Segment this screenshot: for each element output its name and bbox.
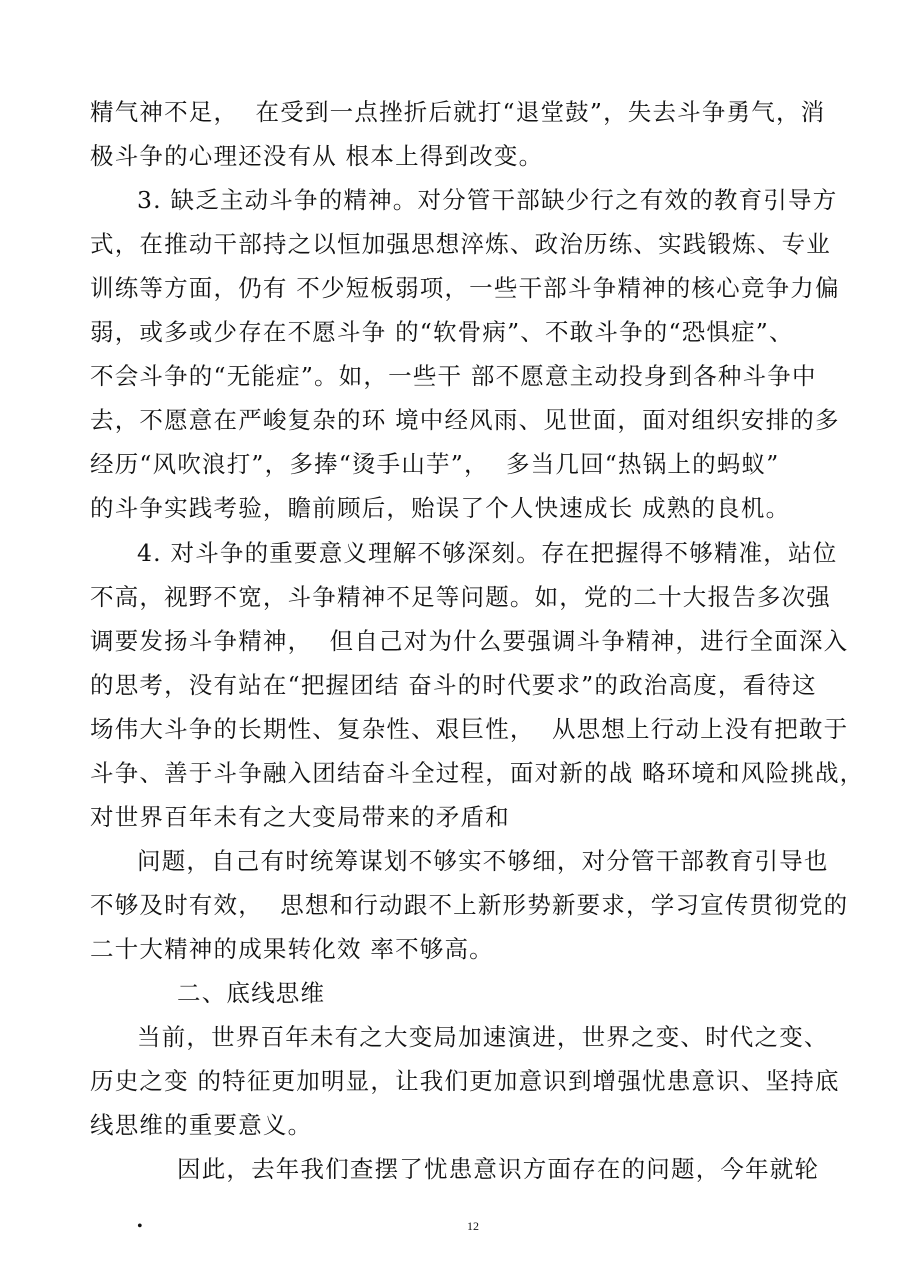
text-line: 历史之变 的特征更加明显，让我们更加意识到增强忧患意识、坚持底 xyxy=(90,1067,840,1095)
text-line: 斗争、善于斗争融入团结奋斗全过程，面对新的战 略环境和风险挑战， xyxy=(90,759,865,787)
text-line: 场伟大斗争的长期性、复杂性、艰巨性， 从思想上行动上没有把敢于 xyxy=(90,715,849,743)
text-line: 训练等方面，仍有 不少短板弱项，一些干部斗争精神的核心竞争力偏 xyxy=(90,274,840,302)
text-line: 3. 缺乏主动斗争的精神。对分管干部缺少行之有效的教育引导方 xyxy=(137,186,838,214)
text-line: 精气神不足， 在受到一点挫折后就打“退堂鼓”，失去斗争勇气，消 xyxy=(90,98,826,126)
bullet-icon: • xyxy=(137,1218,143,1235)
text-line: 式，在推动干部持之以恒加强思想淬炼、政治历练、实践锻炼、专业 xyxy=(90,230,831,258)
text-line: 不会斗争的“无能症”。如，一些干 部不愿意主动投身到各种斗争中 xyxy=(90,362,817,390)
text-line: 去，不愿意在严峻复杂的环 境中经风雨、见世面，面对组织安排的多 xyxy=(90,406,840,434)
text-line: 二十大精神的成果转化效 率不够高。 xyxy=(90,935,494,963)
text-line: 因此，去年我们查摆了忧患意识方面存在的问题，今年就轮 xyxy=(177,1155,820,1183)
text-line: 极斗争的心理还没有从 根本上得到改变。 xyxy=(90,142,544,170)
page-number: 12 xyxy=(467,1219,479,1233)
text-line: 问题，自己有时统筹谋划不够实不够细，对分管干部教育引导也 xyxy=(137,847,829,875)
text-line: 对世界百年未有之大变局带来的矛盾和 xyxy=(90,803,510,831)
text-line: 不够及时有效， 思想和行动跟不上新形势新要求，学习宣传贯彻党的 xyxy=(90,891,849,919)
text-line: 当前，世界百年未有之大变局加速演进，世界之变、时代之变、 xyxy=(137,1023,829,1051)
text-line: 经历“风吹浪打”，多捧“烫手山芋”， 多当几回“热锅上的蚂蚁” xyxy=(90,450,780,478)
text-line: 的思考，没有站在“把握团结 奋斗的时代要求”的政治高度，看待这 xyxy=(90,671,817,699)
text-line: 的斗争实践考验，瞻前顾后，贻误了个人快速成长 成熟的良机。 xyxy=(90,494,791,522)
section-heading: 二、底线思维 xyxy=(177,979,326,1007)
text-line: 线思维的重要意义。 xyxy=(90,1111,313,1139)
text-line: 4. 对斗争的重要意义理解不够深刻。存在把握得不够精准，站位 xyxy=(137,539,838,567)
text-line: 调要发扬斗争精神， 但自己对为什么要强调斗争精神，进行全面深入 xyxy=(90,627,849,655)
text-line: 不高，视野不宽，斗争精神不足等问题。如，党的二十大报告多次强 xyxy=(90,583,831,611)
text-line: 弱，或多或少存在不愿斗争 的“软骨病”、不敢斗争的“恐惧症”、 xyxy=(90,318,794,346)
